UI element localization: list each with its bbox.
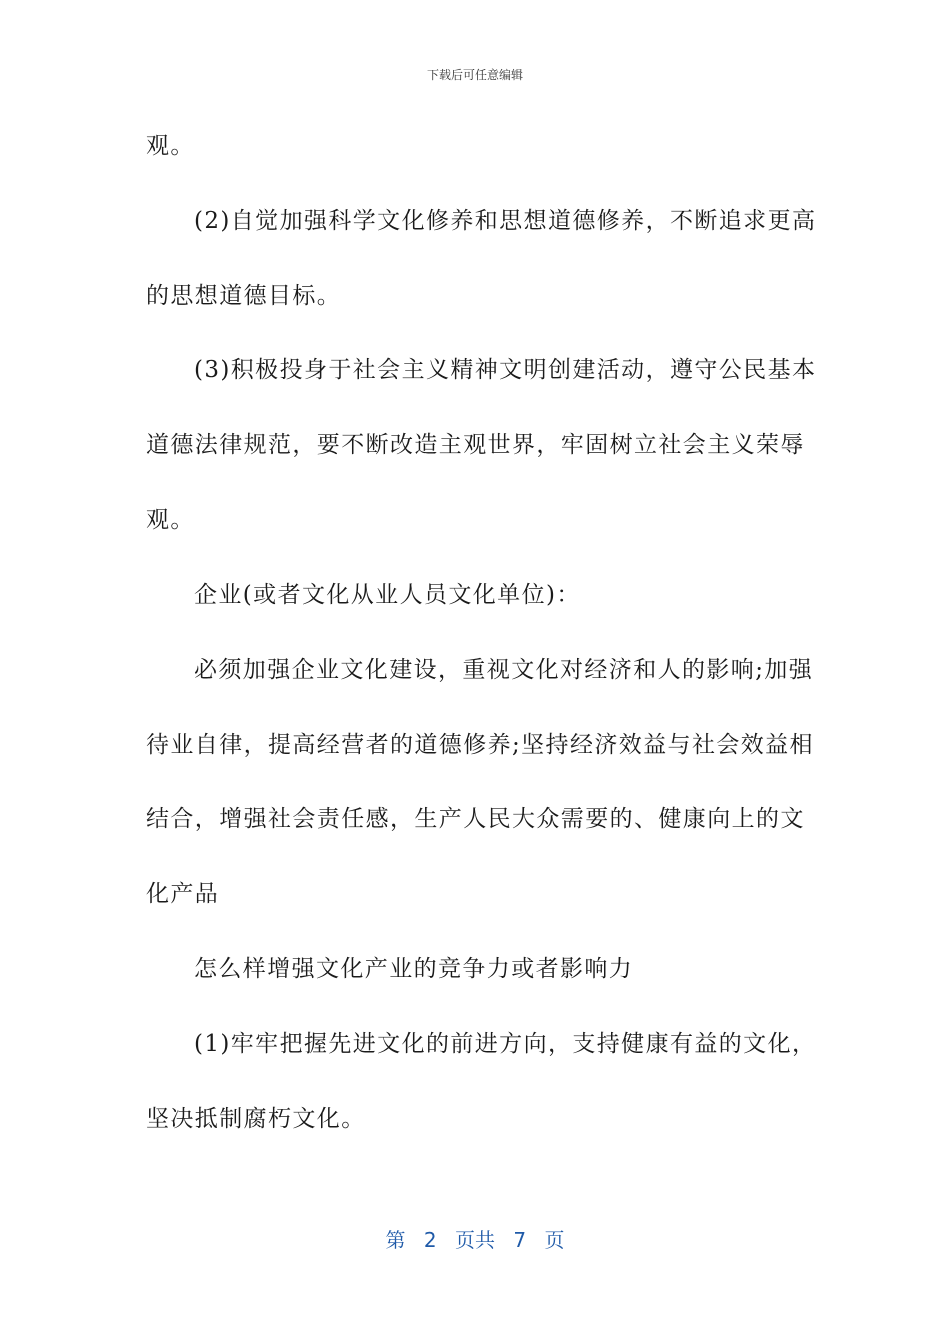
body-line: 结合，增强社会责任感，生产人民大众需要的、健康向上的文	[146, 806, 805, 832]
page-footer	[0, 1224, 950, 1253]
page-mid: 页共	[455, 1228, 495, 1252]
page-suffix: 页	[544, 1228, 565, 1252]
body-line: (3)积极投身于社会主义精神文明创建活动，遵守公民基本	[194, 357, 817, 383]
body-line: 的思想道德目标。	[146, 283, 342, 309]
body-line: 企业(或者文化从业人员文化单位)：	[194, 582, 581, 608]
body-line: (2)自觉加强科学文化修养和思想道德修养，不断追求更高	[194, 208, 817, 234]
body-line: 坚决抵制腐朽文化。	[146, 1106, 366, 1132]
body-line: 待业自律，提高经营者的道德修养;坚持经济效益与社会效益相	[146, 732, 814, 758]
body-line: 怎么样增强文化产业的竞争力或者影响力	[194, 956, 634, 982]
page-number: 2	[423, 1228, 437, 1252]
body-line: 化产品	[146, 881, 220, 907]
body-line: 观。	[146, 133, 195, 159]
total-pages: 7	[513, 1228, 527, 1252]
page-prefix: 第	[385, 1228, 406, 1252]
body-line: (1)牢牢把握先进文化的前进方向，支持健康有益的文化，	[194, 1031, 817, 1057]
body-line: 必须加强企业文化建设，重视文化对经济和人的影响;加强	[194, 657, 814, 683]
page-header: 下载后可任意编辑	[426, 68, 523, 82]
body-line: 道德法律规范，要不断改造主观世界，牢固树立社会主义荣辱	[146, 432, 805, 458]
body-line: 观。	[146, 507, 195, 533]
